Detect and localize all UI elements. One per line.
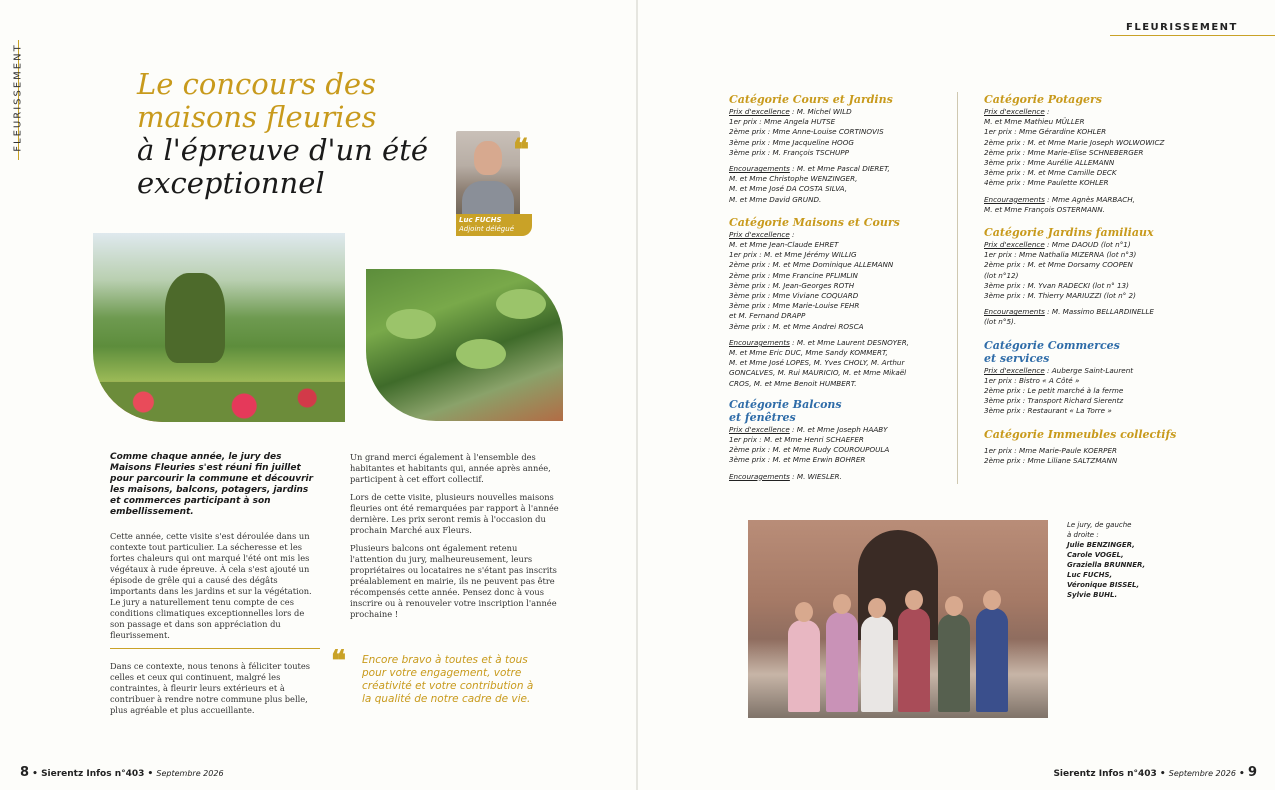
category-title: Catégorie Cours et Jardins bbox=[729, 93, 893, 106]
title-line-2: maisons fleuries bbox=[137, 100, 377, 134]
result-line: 3ème prix : M. Thierry MARIUZZI (lot n° 2) bbox=[984, 291, 1136, 301]
quote-icon: ❝ bbox=[513, 133, 530, 168]
result-line: M. et Mme Jean-Claude EHRET bbox=[729, 240, 839, 250]
category-title: Catégorie Jardins familiaux bbox=[984, 226, 1154, 240]
person-shape bbox=[826, 612, 858, 712]
category-potagers bbox=[984, 94, 1214, 215]
result-line: Prix d'excellence : Mme DAOUD (lot n°1) bbox=[984, 240, 1131, 250]
result-line: 4ème prix : Mme Paulette KOHLER bbox=[984, 178, 1109, 188]
result-line: et M. Fernand DRAPP bbox=[729, 311, 806, 321]
left-page bbox=[0, 0, 637, 790]
result-line: 2ème prix : Mme Marie-Elise SCHNEBERGER bbox=[984, 147, 1144, 157]
result-line: 2ème prix : Le petit marché à la ferme bbox=[984, 386, 1124, 396]
category-title: Catégorie Immeubles collectifs bbox=[984, 427, 1177, 441]
result-line: 3ème prix : M. Yvan RADECKI (lot n° 13) bbox=[984, 280, 1129, 290]
intro-paragraph: Comme chaque année, le jury des Maisons Fleuries s'est réuni fin juillet pour parcourir la commune et découvrir les maisons, balcons, potagers, jardins et commerces participant à son embellissement. bbox=[110, 452, 314, 517]
caption-name: Sylvie BUHL. bbox=[1067, 591, 1118, 599]
encouragement-line: M. et Mme François OSTERMANN. bbox=[984, 204, 1105, 214]
result-line: 2ème prix : Mme Anne-Louise CORTINOVIS bbox=[729, 127, 884, 137]
result-line: 3ème prix : M. François TSCHUPP bbox=[729, 147, 849, 157]
result-line: 2ème prix : M. et Mme Dominique ALLEMANN bbox=[729, 260, 894, 270]
page-number-left: 8 bbox=[20, 765, 30, 780]
person-head bbox=[868, 598, 886, 618]
jury-group-photo bbox=[748, 520, 1048, 718]
result-line: 1er prix : M. et Mme Jérémy WILLIG bbox=[729, 250, 857, 260]
result-line: 3ème prix : M. et Mme Erwin BOHRER bbox=[729, 455, 866, 465]
garden-photo-1 bbox=[93, 233, 345, 422]
encouragement-line: GONCALVES, M. Rui MAURICIO, M. et Mme Mikaël bbox=[729, 368, 907, 378]
title-line-4: exceptionnel bbox=[137, 166, 325, 200]
second-column bbox=[350, 452, 560, 627]
garden-photo-2 bbox=[366, 269, 563, 421]
result-line: Prix d'excellence : M. Michel WILD bbox=[729, 107, 852, 116]
footer-right-text: Sierentz Infos n°403 • bbox=[1053, 769, 1169, 779]
leaf-shape bbox=[456, 339, 506, 369]
result-line: M. et Mme Mathieu MÜLLER bbox=[984, 117, 1085, 127]
encouragement-line: M. et Mme Christophe WENZINGER, bbox=[729, 174, 858, 184]
encouragement-line: Encouragements : M. et Mme Pascal DIERET, bbox=[729, 164, 890, 174]
category-title: Catégorie Maisons et Cours bbox=[729, 215, 900, 229]
category-immeubles-collectifs bbox=[984, 429, 1214, 466]
result-line: 2ème prix : M. et Mme Rudy COUROUPOULA bbox=[729, 445, 890, 455]
portrait-photo bbox=[456, 131, 520, 217]
article-title bbox=[137, 68, 457, 200]
title-line-1: Le concours des bbox=[137, 67, 376, 101]
result-line: Prix d'excellence : Auberge Saint-Laurent bbox=[984, 365, 1134, 375]
encouragement-line: CROS, M. et Mme Benoit HUMBERT. bbox=[729, 378, 857, 388]
footer-left-text: • Sierentz Infos n°403 • bbox=[29, 769, 157, 779]
col2-paragraph-3: Plusieurs balcons ont également retenu l'attention du jury, malheureusement, leurs propriétaires ou locataires ne s'étant pas inscrits préalablement en mairie, ils ne peuvent pas être récompensés cette année. Pensez donc à vous inscrire ou à renouveler votre inscription l'année prochaine ! bbox=[350, 543, 557, 619]
leaf-shape bbox=[386, 309, 436, 339]
result-line: 1er prix : Mme Angela HUTSE bbox=[729, 117, 836, 127]
col2-paragraph-1: Un grand merci également à l'ensemble des habitantes et habitants qui, année après année, participent à cet effort collectif. bbox=[350, 452, 551, 484]
encouragement-line: Encouragements : M. WIESLER. bbox=[729, 471, 842, 481]
category-title-cont: et services bbox=[984, 351, 1050, 365]
result-line: 3ème prix : M. et Mme Andrei ROSCA bbox=[729, 321, 864, 331]
results-column-a bbox=[729, 94, 959, 490]
category-jardins-familiaux bbox=[984, 227, 1214, 328]
category-balcons-fenetres bbox=[729, 399, 959, 482]
result-line: 3ème prix : Restaurant « La Torre » bbox=[984, 406, 1112, 416]
result-line: 3ème prix : Mme Viviane COQUARD bbox=[729, 291, 859, 301]
result-line: 3ème prix : Transport Richard Sierentz bbox=[984, 396, 1124, 406]
result-line: 3ème prix : Mme Jacqueline HOOG bbox=[729, 137, 854, 147]
result-line: 1er prix : Bistro « A Côté » bbox=[984, 375, 1080, 385]
person-head bbox=[905, 590, 923, 610]
person-head bbox=[795, 602, 813, 622]
encouragement-line: M. et Mme David GRUND. bbox=[729, 194, 822, 204]
result-line: 1er prix : Mme Marie-Paule KOERPER bbox=[984, 445, 1118, 455]
footer-right-date: Septembre 2026 bbox=[1168, 769, 1236, 778]
encouragement-line: M. et Mme José LOPES, M. Yves CHOLY, M. Arthur bbox=[729, 358, 905, 368]
person-shape bbox=[788, 620, 820, 712]
result-line: 1er prix : M. et Mme Henri SCHAEFER bbox=[729, 435, 864, 445]
result-line: 2ème prix : M. et Mme Marie Joseph WOLWOWICZ bbox=[984, 137, 1165, 147]
category-title: Catégorie Commerces bbox=[984, 338, 1120, 352]
body-paragraph-2: Dans ce contexte, nous tenons à féliciter toutes celles et ceux qui continuent, malgré les contraintes, à fleurir leurs extérieurs et à contribuer à rendre notre commune plus belle, plus agréable et plus accueillante. bbox=[110, 661, 311, 715]
pull-quote-icon: ❝ bbox=[331, 644, 347, 677]
portrait-shirt bbox=[462, 181, 514, 217]
result-line: (lot n°12) bbox=[984, 270, 1019, 280]
caption-name: Graziella BRUNNER, bbox=[1067, 561, 1146, 569]
result-line: 2ème prix : Mme Liliane SALTZMANN bbox=[984, 455, 1118, 465]
side-label bbox=[9, 40, 29, 170]
page-number-right: 9 bbox=[1247, 765, 1257, 780]
col2-paragraph-2: Lors de cette visite, plusieurs nouvelles maisons fleuries ont été remarquées par rapport à l'année dernière. Les prix seront remis à l'occasion du prochain Marché aux Fleurs. bbox=[350, 492, 559, 535]
encouragement-line: M. et Mme Eric DUC, Mme Sandy KOMMERT, bbox=[729, 348, 888, 358]
caption-intro: Le jury, de gauche bbox=[1067, 521, 1132, 529]
result-line: 2ème prix : Mme Francine PFLIMLIN bbox=[729, 270, 858, 280]
category-title: Catégorie Potagers bbox=[984, 93, 1102, 106]
person-shape bbox=[861, 616, 893, 712]
result-line: 3ème prix : M. Jean-Georges ROTH bbox=[729, 280, 855, 290]
portrait-role: Adjoint délégué bbox=[459, 225, 514, 233]
side-label-text: FLEURISSEMENT bbox=[12, 43, 24, 152]
caption-name: Luc FUCHS, bbox=[1067, 571, 1113, 579]
category-commerces-services bbox=[984, 340, 1214, 417]
leaf-shape bbox=[496, 289, 546, 319]
category-title-cont: et fenêtres bbox=[729, 410, 796, 424]
portrait-head bbox=[474, 141, 502, 175]
footer-left-date: Septembre 2026 bbox=[156, 769, 224, 778]
flowerbed-shape bbox=[93, 382, 345, 422]
caption-name: Véronique BISSEL, bbox=[1067, 581, 1140, 589]
person-shape bbox=[898, 608, 930, 712]
person-head bbox=[945, 596, 963, 616]
result-line: Prix d'excellence : M. et Mme Joseph HAABY bbox=[729, 424, 888, 434]
topiary-shape bbox=[165, 273, 225, 363]
result-line: 3ème prix : Mme Marie-Louise FEHR bbox=[729, 301, 860, 311]
encouragement-line: (lot n°5). bbox=[984, 317, 1017, 327]
caption-intro-2: à droite : bbox=[1067, 531, 1099, 539]
caption-name: Carole VOGEL, bbox=[1067, 551, 1124, 559]
result-line: 1er prix : Mme Nathalia MIZERNA (lot n°3) bbox=[984, 250, 1137, 260]
result-line: Prix d'excellence : bbox=[984, 107, 1050, 116]
result-line: Prix d'excellence : bbox=[729, 229, 795, 239]
person-shape bbox=[976, 608, 1008, 712]
person-head bbox=[983, 590, 1001, 610]
body-paragraph-1: Cette année, cette visite s'est déroulée dans un contexte tout particulier. La sécheresse et les fortes chaleurs qui ont marqué l'été ont mis les végétaux à rude épreuve. À cela s'est ajouté un épisode de grêle qui a causé des dégâts importants dans les jardins et sur la végétation. Le jury a naturellement tenu compte de ces conditions climatiques exceptionnelles lors de son passage et dans son appréciation du fleurissement. bbox=[110, 531, 312, 640]
divider bbox=[110, 648, 320, 649]
footer-right bbox=[1053, 765, 1257, 780]
result-line: 3ème prix : Mme Aurélie ALLEMANN bbox=[984, 158, 1115, 168]
encouragement-line: Encouragements : M. Massimo BELLARDINELLE bbox=[984, 307, 1154, 317]
footer-left bbox=[20, 765, 224, 780]
footer-right-sep: • bbox=[1235, 769, 1248, 779]
result-line: 2ème prix : M. et Mme Dorsamy COOPEN bbox=[984, 260, 1133, 270]
category-title: Catégorie Balcons bbox=[729, 397, 842, 411]
photo-caption bbox=[1067, 520, 1147, 600]
section-header: FLEURISSEMENT bbox=[1110, 22, 1275, 36]
pull-quote: Encore bravo à toutes et à tous pour votre engagement, votre créativité et votre contribution à la qualité de notre cadre de vie. bbox=[362, 654, 534, 705]
encouragement-line: Encouragements : Mme Agnès MARBACH, bbox=[984, 194, 1135, 204]
person-head bbox=[833, 594, 851, 614]
title-line-3: à l'épreuve d'un été bbox=[137, 133, 429, 167]
result-line: 3ème prix : M. et Mme Camille DECK bbox=[984, 168, 1117, 178]
category-maisons-cours bbox=[729, 217, 959, 389]
category-cours-jardins bbox=[729, 94, 959, 205]
encouragement-line: M. et Mme José DA COSTA SILVA, bbox=[729, 184, 848, 194]
encouragement-line: Encouragements : M. et Mme Laurent DESNOYER, bbox=[729, 337, 909, 347]
person-shape bbox=[938, 614, 970, 712]
caption-name: Julie BENZINGER, bbox=[1067, 541, 1135, 549]
results-column-b bbox=[984, 94, 1214, 474]
portrait-name: Luc FUCHS bbox=[459, 216, 502, 224]
portrait-name-tag bbox=[456, 214, 532, 236]
result-line: 1er prix : Mme Gérardine KOHLER bbox=[984, 127, 1107, 137]
